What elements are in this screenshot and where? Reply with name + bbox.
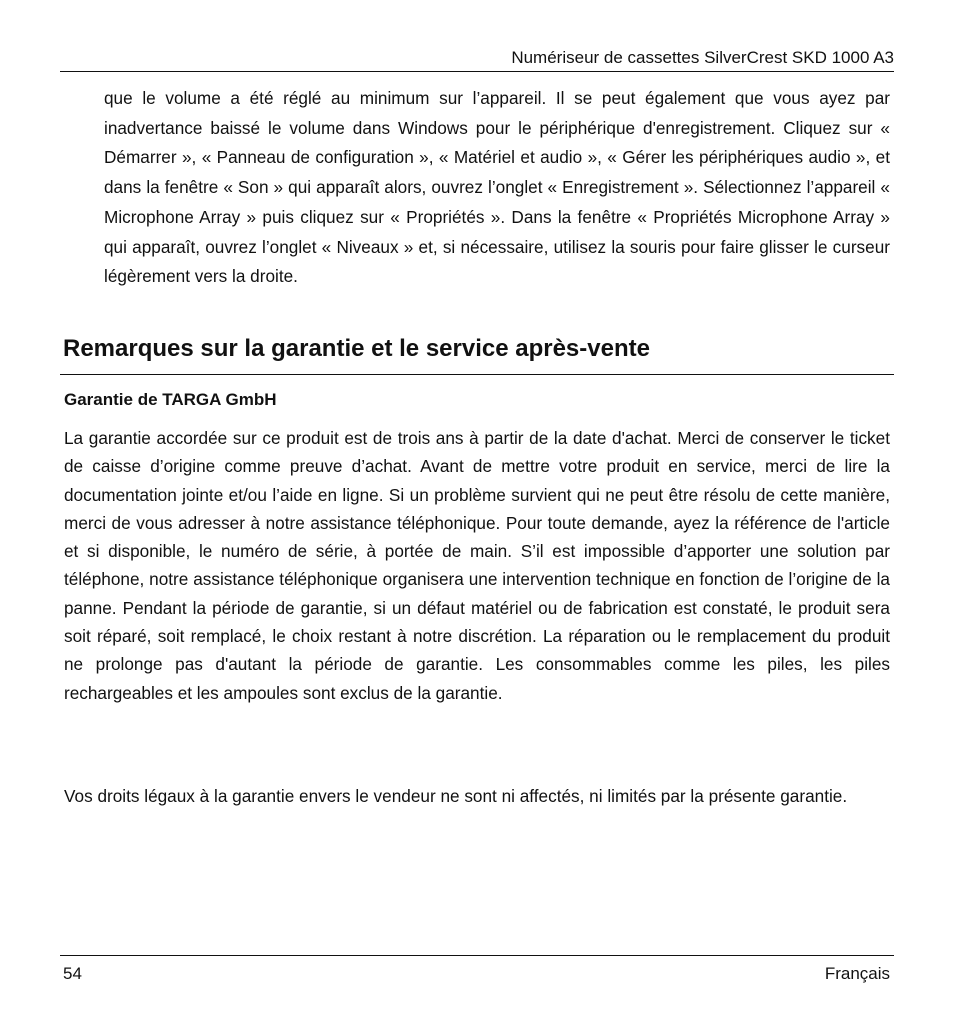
page-number: 54 bbox=[63, 964, 82, 983]
running-header: Numériseur de cassettes SilverCrest SKD 1000 A3 bbox=[511, 48, 894, 67]
section-divider bbox=[60, 374, 894, 375]
legal-rights-paragraph: Vos droits légaux à la garantie envers le vendeur ne sont ni affectés, ni limités par la présente garantie. bbox=[64, 786, 848, 806]
footer-divider bbox=[60, 955, 894, 956]
section-heading: Remarques sur la garantie et le service après-vente bbox=[63, 335, 650, 362]
warranty-paragraph: La garantie accordée sur ce produit est de trois ans à partir de la date d'achat. Merci de conserver le ticket de caisse d’origine comme preuve d’achat. Avant de mettre votre produit en service, merci de lire la documentation jointe et/ou l’aide en ligne. Si un problème survient qui ne peut être résolu de cette manière, merci de vous adresser à notre assistance téléphonique. Pour toute demande, ayez la référence de l'article et si disponible, le numéro de série, à portée de main. S’il est impossible d’apporter une solution par téléphone, notre assistance téléphonique organisera une intervention technique en fonction de l’origine de la panne. Pendant la période de garantie, si un défaut matériel ou de fabrication est constaté, le produit sera soit réparé, soit remplacé, le choix restant à notre discrétion. La réparation ou le remplacement du produit ne prolonge pas d'autant la période de garantie. Les consommables comme les piles, les piles rechargeables et les ampoules sont exclus de la garantie. bbox=[64, 428, 890, 703]
sub-heading: Garantie de TARGA GmbH bbox=[64, 390, 277, 409]
header-divider bbox=[60, 71, 894, 72]
intro-paragraph: que le volume a été réglé au minimum sur l’appareil. Il se peut également que vous ayez par inadvertance baissé le volume dans Windows pour le périphérique d'enregistrement. Cliquez sur « Démarrer », « Panneau de configuration », « Matériel et audio », « Gérer les périphériques audio », et dans la fenêtre « Son » qui apparaît alors, ouvrez l’onglet « Enregistrement ». Sélectionnez l’appareil « Microphone Array » puis cliquez sur « Propriétés ». Dans la fenêtre « Propriétés Microphone Array » qui apparaît, ouvrez l’onglet « Niveaux » et, si nécessaire, utilisez la souris pour faire glisser le curseur légèrement vers la droite. bbox=[104, 88, 890, 287]
footer-language: Français bbox=[824, 964, 890, 983]
